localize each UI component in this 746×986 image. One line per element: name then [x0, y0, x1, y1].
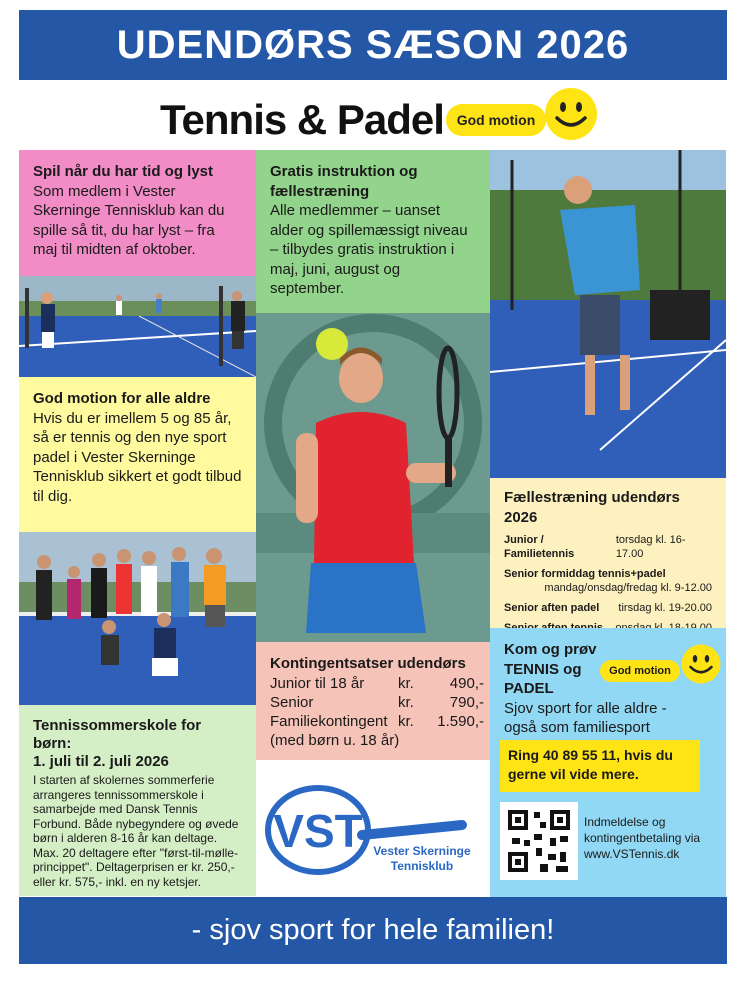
- qr-code-icon[interactable]: [500, 802, 578, 880]
- fees-note: (med børn u. 18 år): [270, 731, 400, 749]
- logo-initials: VST: [273, 805, 363, 857]
- fee-unit: kr.: [398, 712, 414, 730]
- schedule-day: mandag/onsdag/fredag: [544, 582, 658, 594]
- logo-name-line1: Vester Skerninge: [373, 844, 471, 858]
- fee-amount: 1.590,-: [437, 712, 484, 730]
- season-banner: [19, 10, 727, 80]
- schedule-row: [504, 533, 712, 561]
- fees-heading: Kontingentsatser udendørs: [270, 655, 466, 672]
- schedule-row: [504, 567, 712, 595]
- fee-amount: 490,-: [449, 674, 484, 692]
- schedule-time: kl. 19-20.00: [654, 602, 712, 614]
- all-ages-heading: God motion for alle aldre: [33, 390, 211, 407]
- group-photo: [19, 532, 256, 705]
- summer-school-heading: Tennissommerskole for børn:: [33, 717, 202, 752]
- page-title: Tennis & Padel: [160, 96, 444, 143]
- fees-box: [256, 642, 490, 760]
- call-box: Ring 40 89 55 11, hvis du gerne vil vide mere.: [500, 740, 700, 792]
- boy-tennis-photo: [256, 313, 490, 642]
- vst-logo: [262, 775, 487, 893]
- footer-banner: [19, 897, 727, 964]
- schedule-time: kl. 9-12.00: [660, 582, 712, 594]
- smiley-icon: [680, 643, 722, 685]
- schedule-label: Senior formiddag tennis+padel: [504, 568, 666, 580]
- schedule-row: [504, 601, 712, 615]
- fee-row: [270, 693, 484, 712]
- summer-school-box: [19, 705, 256, 896]
- all-ages-text: Hvis du er imellem 5 og 85 år, så er tennis og den nye sport padel i Vester Skerninge Tennisklub sikkert et godt tilbud til dig.: [33, 409, 242, 505]
- fee-label: Familiekontingent: [270, 712, 388, 730]
- play-anytime-heading: Spil når du har tid og lyst: [33, 163, 214, 180]
- footer-slogan: - sjov sport for hele familien!: [191, 914, 555, 946]
- logo-name-line2: Tennisklub: [390, 859, 454, 873]
- smiley-icon: [543, 86, 599, 142]
- schedule-day: tirsdag: [618, 602, 652, 614]
- schedule-label: Senior aften padel: [504, 602, 600, 614]
- play-anytime-box: [19, 150, 256, 276]
- fee-label: Senior: [270, 693, 314, 711]
- god-motion-badge: God motion: [446, 104, 546, 136]
- free-instruction-text: Alle medlemmer – uanset alder og spillemæssigt niveau – tilbydes gratis instruktion i maj, juni, august og september.: [270, 202, 468, 297]
- signup-text: Indmeldelse og kontingentbetaling via www.VSTennis.dk: [584, 815, 701, 861]
- schedule-time: kl. 16-17.00: [615, 534, 686, 560]
- fee-row: [270, 674, 484, 693]
- fee-label: Junior til 18 år: [270, 674, 365, 692]
- all-ages-box: [19, 377, 256, 532]
- schedule-heading: Fællestræning udendørs 2026: [504, 489, 680, 526]
- try-it-heading: Kom og prøv TENNIS og PADEL: [504, 641, 597, 697]
- schedule-label: Junior / Familietennis: [504, 534, 575, 560]
- play-anytime-text: Som medlem i Vester Skerninge Tennisklub kan du spille så tit, du har lyst – fra maj til midten af oktober.: [33, 182, 225, 258]
- summer-school-dates: 1. juli til 2. juli 2026: [33, 753, 169, 770]
- padel-player-photo: [490, 150, 726, 478]
- summer-school-text: I starten af skolernes sommerferie arrangeres tennissommerskole i samarbejde med Dansk Tennis Forbund. Både nybegyndere og øvede børn i alderen 8-16 år kan deltage. Max. 20 deltagere efter "først-til-mølle-princippet". Deltagerprisen er kr. 250,- eller kr. 575,- inkl. en ny ketsjer.: [33, 773, 239, 889]
- fee-amount: 790,-: [449, 693, 484, 711]
- fee-unit: kr.: [398, 693, 414, 711]
- season-title: UDENDØRS SÆSON 2026: [116, 22, 630, 67]
- padel-court-photo: [19, 276, 256, 377]
- try-it-text: Sjov sport for alle aldre - også som familiesport: [504, 699, 667, 736]
- free-instruction-heading: Gratis instruktion og fællestræning: [270, 163, 418, 200]
- fee-unit: kr.: [398, 674, 414, 692]
- schedule-box: [490, 478, 726, 628]
- schedule-day: torsdag: [615, 534, 653, 546]
- free-instruction-box: [256, 150, 490, 313]
- fee-row: [270, 712, 484, 731]
- god-motion-badge-small: God motion: [600, 660, 680, 682]
